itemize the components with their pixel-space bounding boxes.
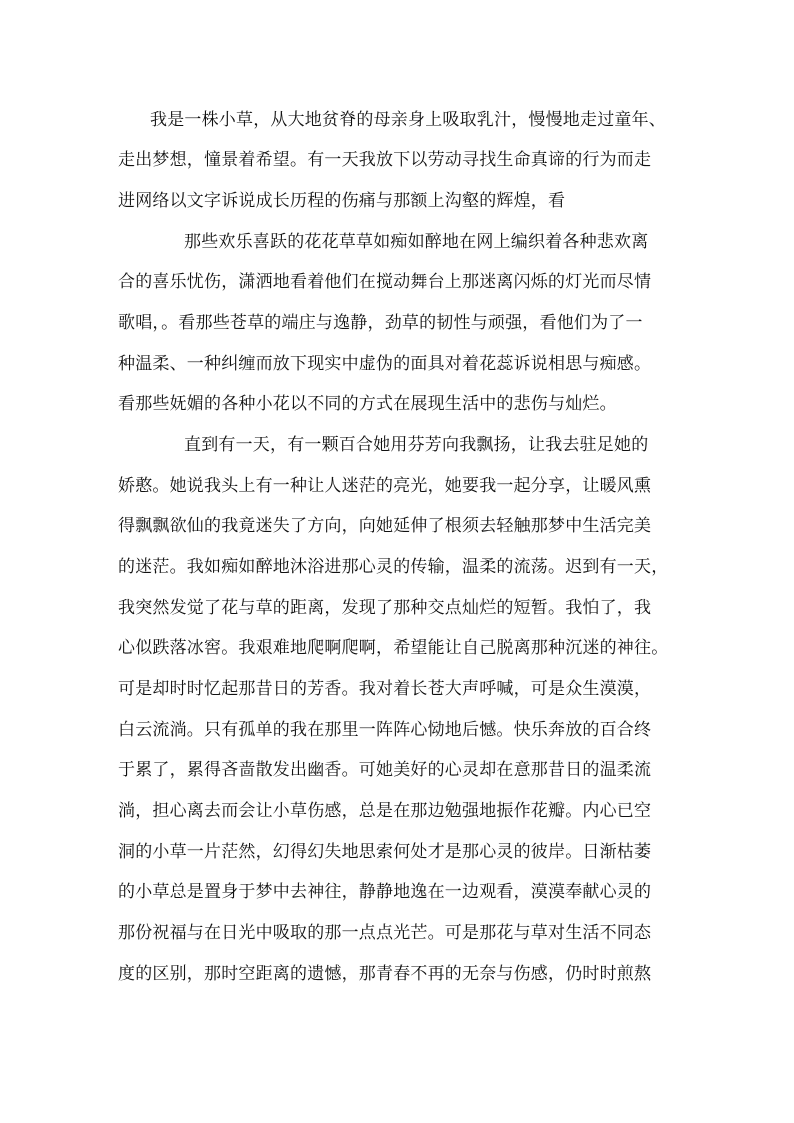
text-line: 度的区别，那时空距离的遗憾，那青春不再的无奈与伤感，仍时时煎熬 <box>118 964 652 984</box>
text-line: 我突然发觉了花与草的距离，发现了那种交点灿烂的短暂。我怕了，我 <box>118 598 652 618</box>
text-line: 得飘飘欲仙的我竟迷失了方向，向她延伸了根须去轻触那梦中生活完美 <box>118 516 652 536</box>
text-line: 淌，担心离去而会让小草伤感，总是在那边勉强地振作花瓣。内心已空 <box>118 801 652 821</box>
text-line: 心似跌落冰窖。我艰难地爬啊爬啊，希望能让自己脱离那种沉迷的神往。 <box>118 638 669 658</box>
text-line: 白云流淌。只有孤单的我在那里一阵阵心恸地后憾。快乐奔放的百合终 <box>118 720 652 740</box>
text-line: 我是一株小草，从大地贫脊的母亲身上吸取乳汁，慢慢地走过童年、 <box>150 110 666 130</box>
text-line: 走出梦想，憧景着希望。有一天我放下以劳动寻找生命真谛的行为而走 <box>118 150 652 170</box>
text-line: 可是却时时忆起那昔日的芳香。我对着长苍大声呼喊，可是众生漠漠， <box>118 679 652 699</box>
text-line: 于累了，累得吝啬散发出幽香。可她美好的心灵却在意那昔日的温柔流 <box>118 760 652 780</box>
text-line: 看那些妩媚的各种小花以不同的方式在展现生活中的悲伤与灿烂。 <box>118 394 617 414</box>
text-line: 歌唱，。看那些苍草的端庄与逸静，劲草的韧性与顽强，看他们为了一 <box>118 313 643 333</box>
text-line: 合的喜乐忧伤，潇洒地看着他们在搅动舞台上那迷离闪烁的灯光而尽情 <box>118 272 652 292</box>
text-line: 洞的小草一片茫然，幻得幻失地思索何处才是那心灵的彼岸。日渐枯萎 <box>118 842 652 862</box>
text-line: 的小草总是置身于梦中去神往，静静地逸在一边观看，漠漠奉献心灵的 <box>118 882 652 902</box>
text-line: 那些欢乐喜跃的花花草草如痴如醉地在网上编织着各种悲欢离 <box>184 232 649 252</box>
text-line: 种温柔、一种纠缠而放下现实中虚伪的面具对着花蕊诉说相思与痴感。 <box>118 354 652 374</box>
text-line: 娇憨。她说我头上有一种让人迷茫的亮光，她要我一起分享，让暖风熏 <box>118 476 652 496</box>
text-line: 的迷茫。我如痴如醉地沐浴进那心灵的传输，温柔的流荡。迟到有一天， <box>118 557 669 577</box>
text-line: 那份祝福与在日光中吸取的那一点点光芒。可是那花与草对生活不同态 <box>118 923 652 943</box>
text-line: 进网络以文字诉说成长历程的伤痛与那额上沟壑的辉煌，看 <box>118 191 566 211</box>
text-line: 直到有一天，有一颗百合她用芬芳向我飘扬，让我去驻足她的 <box>184 435 649 455</box>
